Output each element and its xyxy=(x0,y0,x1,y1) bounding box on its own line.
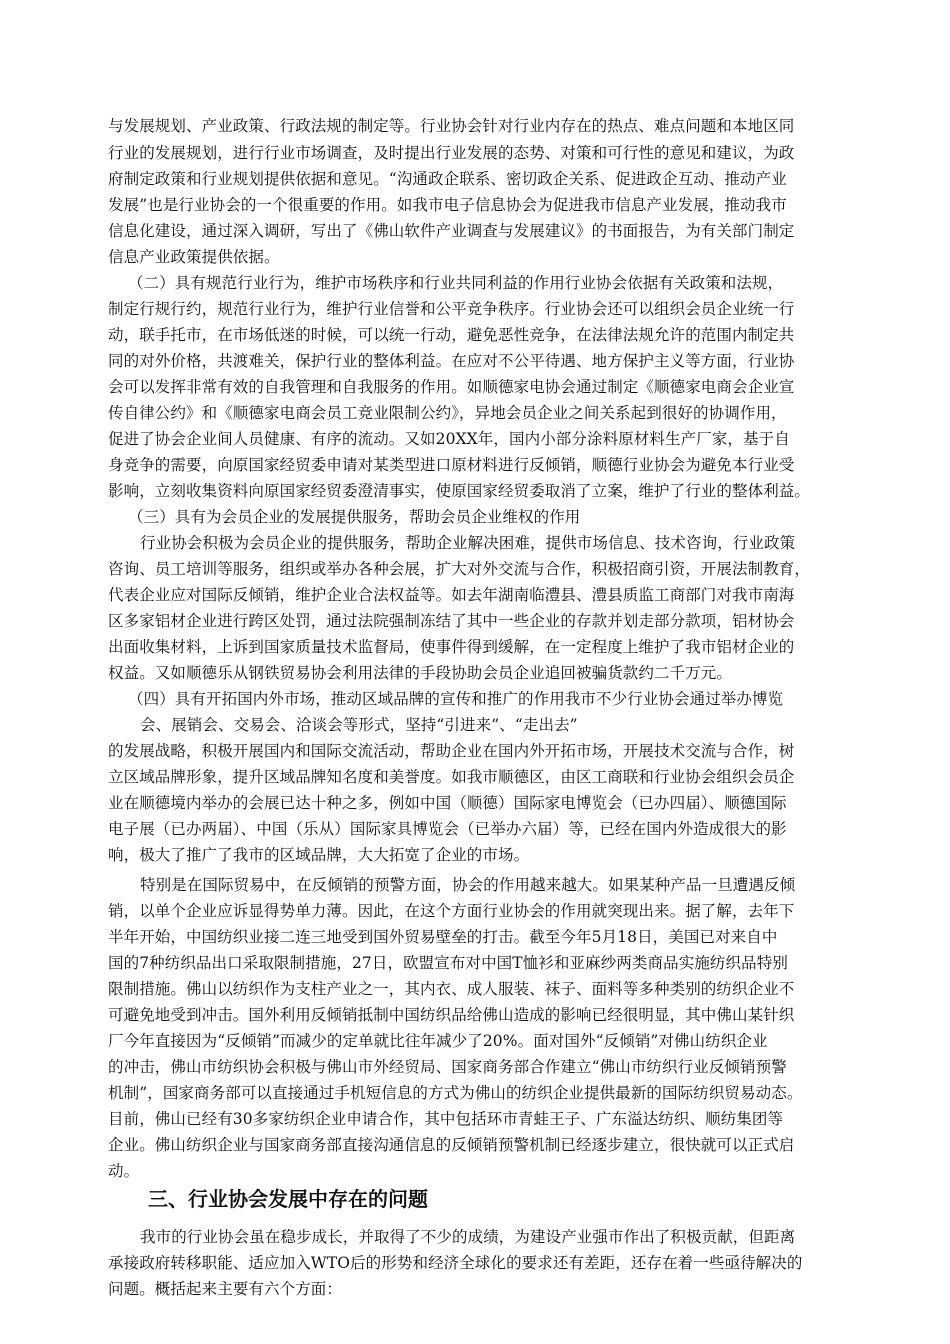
section-heading: 三、行业协会发展中存在的问题 xyxy=(148,1187,428,1211)
text-line: 问题。概括起来主要有六个方面： xyxy=(108,1280,343,1298)
text-line: 权益。又如顺德乐从钢铁贸易协会利用法律的手段协助会员企业追回被骗货款约二千万元。 xyxy=(108,664,733,682)
text-line: 影响，立刻收集资料向原国家经贸委澄清事实，使原国家经贸委取消了立案，维护了行业的整体利益。 xyxy=(108,482,811,500)
text-line: 的发展战略，积极开展国内和国际交流活动，帮助企业在国内外开拓市场，开展技术交流与合作，树 xyxy=(108,742,795,760)
text-line: 机制”，国家商务部可以直接通过手机短信息的方式为佛山的纺织企业提供最新的国际纺织贸易动态。 xyxy=(108,1084,803,1102)
text-line: （三）具有为会员企业的发展提供服务，帮助会员企业维权的作用 xyxy=(128,508,581,526)
text-line: 行业的发展规划，进行行业市场调查，及时提出行业发展的态势、对策和可行性的意见和建议，为政 xyxy=(108,144,795,162)
text-line: 府制定政策和行业规划提供依据和意见。“沟通政企联系、密切政企关系、促进政企互动、推动产业 xyxy=(108,170,787,188)
text-line: 制定行规行约，规范行业行为，维护行业信誉和公平竞争秩序。行业协会还可以组织会员企业统一行 xyxy=(108,300,795,318)
text-line: （二）具有规范行业行为，维护市场秩序和行业共同利益的作用行业协会依据有关政策和法规， xyxy=(128,274,784,292)
text-line: 促进了协会企业间人员健康、有序的流动。又如20XX年，国内小部分涂料原材料生产厂家，基于自 xyxy=(108,430,790,448)
text-line: 可避免地受到冲击。国外利用反倾销抵制中国纺织品给佛山造成的影响已经很明显，其中佛山某针织 xyxy=(108,1006,795,1024)
text-line: 身竞争的需要，向原国家经贸委申请对某类型进口原材料进行反倾销，顺德行业协会为避免本行业受 xyxy=(108,456,795,474)
text-line: 出面收集材料，上诉到国家质量技术监督局，使事件得到缓解，在一定程度上维护了我市铝材企业的 xyxy=(108,638,795,656)
text-line: 发展”也是行业协会的一个很重要的作用。如我市电子信息协会为促进我市信息产业发展，推动我市 xyxy=(108,196,787,214)
text-line: 目前，佛山已经有30多家纺织企业申请合作，其中包括环市青蛙王子、广东溢达纺织、顺纺集团等 xyxy=(108,1110,784,1128)
text-line: 响，极大了推广了我市的区域品牌，大大拓宽了企业的市场。 xyxy=(108,846,530,864)
text-line: 与发展规划、产业政策、行政法规的制定等。行业协会针对行业内存在的热点、难点问题和本地区同 xyxy=(108,117,795,135)
text-line: 会可以发挥非常有效的自我管理和自我服务的作用。如顺德家电协会通过制定《顺德家电商会企业宣 xyxy=(108,378,795,396)
text-line: 我市的行业协会虽在稳步成长，并取得了不少的成绩，为建设产业强市作出了积极贡献，但距离 xyxy=(140,1228,796,1246)
text-line: 销，以单个企业应诉显得势单力薄。因此，在这个方面行业协会的作用就突现出来。据了解，去年下 xyxy=(108,902,795,920)
text-line: （四）具有开拓国内外市场，推动区域品牌的宣传和推广的作用我市不少行业协会通过举办博览 xyxy=(128,690,784,708)
text-line: 限制措施。佛山以纺织作为支柱产业之一，其内衣、成人服装、袜子、面料等多种类别的纺织企业不 xyxy=(108,980,795,998)
text-line: 动，联手托市，在市场低迷的时候，可以统一行动，避免恶性竞争，在法律法规允许的范围内制定共 xyxy=(108,326,795,344)
text-line: 国的7种纺织品出口采取限制措施，27日，欧盟宣布对中国T恤衫和亚麻纱两类商品实施纺织品特别 xyxy=(108,954,788,972)
text-line: 电子展（已办两届）、中国（乐从）国际家具博览会（已举办六届）等，已经在国内外造成很大的影 xyxy=(108,820,787,838)
text-line: 会、展销会、交易会、洽谈会等形式，坚持“引进来”、“走出去” xyxy=(140,716,578,734)
text-line: 企业。佛山纺织企业与国家商务部直接沟通信息的反倾销预警机制已经逐步建立，很快就可以正式启 xyxy=(108,1136,795,1154)
text-line: 动。 xyxy=(108,1162,140,1180)
text-line: 立区域品牌形象，提升区域品牌知名度和美誉度。如我市顺德区，由区工商联和行业协会组织会员企 xyxy=(108,768,795,786)
text-line: 半年开始，中国纺织业接二连三地受到国外贸易壁垒的打击。截至今年5月18日，美国已对来自中 xyxy=(108,928,778,946)
text-line: 咨询、员工培训等服务，组织或举办各种会展，扩大对外交流与合作，积极招商引资，开展法制教育， xyxy=(108,560,811,578)
text-line: 特别是在国际贸易中，在反倾销的预警方面，协会的作用越来越大。如果某种产品一旦遭遇反倾 xyxy=(140,876,796,894)
text-line: 承接政府转移职能、适应加入WTO后的形势和经济全球化的要求还有差距，还存在着一些亟待解决的 xyxy=(108,1254,803,1272)
text-line: 业在顺德境内举办的会展已达十种之多，例如中国（顺德）国际家电博览会（已办四届）、顺德国际 xyxy=(108,794,787,812)
text-line: 厂今年直接因为“反倾销”而减少的定单就比往年减少了20%。面对国外“反倾销”对佛山纺织企业 xyxy=(108,1032,768,1050)
text-line: 同的对外价格，共渡难关，保护行业的整体利益。在应对不公平待遇、地方保护主义等方面，行业协 xyxy=(108,352,795,370)
text-line: 信息产业政策提供依据。 xyxy=(108,248,280,266)
text-line: 行业协会积极为会员企业的提供服务，帮助企业解决困难，提供市场信息、技术咨询，行业政策 xyxy=(140,534,796,552)
text-line: 的冲击，佛山市纺织协会积极与佛山市外经贸局、国家商务部合作建立“佛山市纺织行业反倾销预警 xyxy=(108,1058,787,1076)
text-line: 代表企业应对国际反倾销，维护企业合法权益等。如去年湖南临澧县、澧县质监工商部门对我市南海 xyxy=(108,586,795,604)
text-line: 信息化建设，通过深入调研，写出了《佛山软件产业调查与发展建议》的书面报告，为有关部门制定 xyxy=(108,222,795,240)
text-line: 区多家铝材企业进行跨区处罚，通过法院强制冻结了其中一些企业的存款并划走部分款项，铝材协会 xyxy=(108,612,795,630)
text-line: 传自律公约》和《顺德家电商会员工竞业限制公约》，异地会员企业之间关系起到很好的协调作用， xyxy=(108,404,787,422)
